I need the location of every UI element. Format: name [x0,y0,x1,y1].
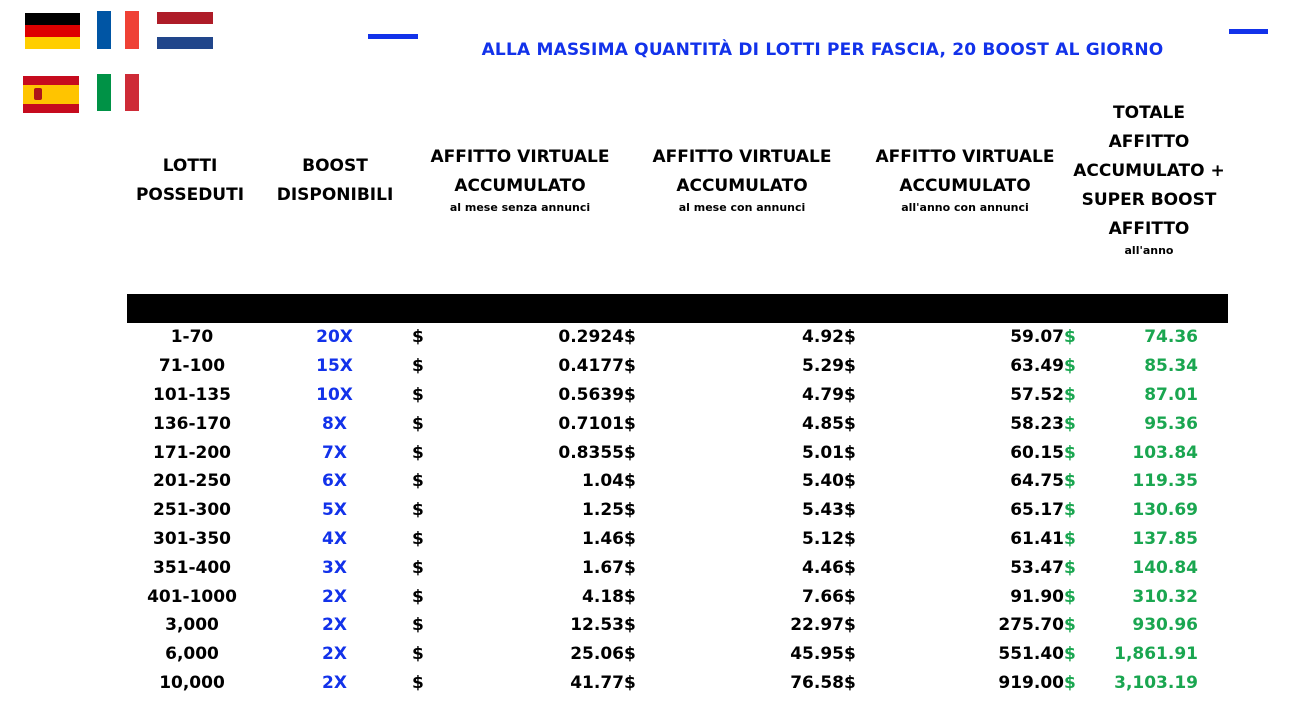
cell-boost: 8X [322,413,347,434]
cell-lotti: 301-350 [152,528,232,549]
cell-currency: $ [844,528,856,549]
cell-currency: $ [1064,615,1076,636]
cell-lotti: 101-135 [152,384,232,405]
table-row [127,611,1198,640]
cell-lotti: 71-100 [158,356,226,377]
cell-currency: $ [624,471,636,492]
italy-flag-band [125,74,139,111]
france-flag-band [125,11,139,49]
cell-affitto-mese-annunci: 5.40 [802,471,844,492]
cell-affitto-anno: 61.41 [1010,528,1064,549]
spain-flag-band [23,104,79,113]
cell-boost: 2X [322,644,347,665]
cell-affitto-mese: 0.4177 [558,356,624,377]
cell-currency: $ [412,442,424,463]
cell-totale: 137.85 [1132,528,1198,549]
cell-affitto-mese-annunci: 7.66 [802,586,844,607]
header-lotti [130,152,250,210]
cell-totale: 74.36 [1144,327,1198,348]
table-row [127,352,1198,381]
france-flag-band [111,11,125,49]
cell-lotti: 136-170 [152,413,232,434]
cell-lotti: 401-1000 [147,586,237,607]
germany-flag[interactable] [25,13,80,49]
cell-affitto-anno: 919.00 [998,672,1064,693]
cell-affitto-mese: 1.67 [582,557,624,578]
cell-currency: $ [412,500,424,521]
cell-affitto-mese-annunci: 4.46 [802,557,844,578]
cell-affitto-mese-annunci: 5.29 [802,356,844,377]
cell-currency: $ [1064,672,1076,693]
table-row [127,640,1198,669]
header-totale-sub: all'anno [1124,244,1174,257]
cell-currency: $ [1064,356,1076,377]
cell-currency: $ [844,500,856,521]
cell-currency: $ [844,557,856,578]
cell-currency: $ [844,471,856,492]
cell-lotti: 351-400 [152,557,232,578]
spain-coat-of-arms-icon [34,88,42,100]
header-totale [1070,99,1228,257]
header-affitto-anno-sub: all'anno con annunci [901,201,1029,214]
spain-flag-band [23,85,79,104]
cell-totale: 930.96 [1132,615,1198,636]
cell-currency: $ [412,644,424,665]
cell-currency: $ [1064,442,1076,463]
cell-totale: 85.34 [1144,356,1198,377]
cell-affitto-anno: 551.40 [998,644,1064,665]
netherlands-flag-band [157,24,213,36]
cell-boost: 15X [316,356,353,377]
cell-currency: $ [624,384,636,405]
cell-affitto-mese-annunci: 4.85 [802,413,844,434]
data-table [127,323,1198,697]
cell-totale: 95.36 [1144,413,1198,434]
cell-totale: 87.01 [1144,384,1198,405]
table-row [127,553,1198,582]
header-boost-label: BOOST DISPONIBILI [276,156,394,205]
header-affitto-mese-annunci-sub: al mese con annunci [678,201,806,214]
cell-currency: $ [1064,586,1076,607]
cell-currency: $ [844,384,856,405]
cell-affitto-mese: 4.18 [582,586,624,607]
cell-totale: 103.84 [1132,442,1198,463]
cell-boost: 7X [322,442,347,463]
cell-affitto-mese: 25.06 [570,644,624,665]
cell-currency: $ [412,672,424,693]
cell-affitto-anno: 59.07 [1010,327,1064,348]
cell-totale: 119.35 [1132,471,1198,492]
header-affitto-mese-annunci [647,143,837,214]
cell-currency: $ [1064,471,1076,492]
cell-affitto-mese: 1.25 [582,500,624,521]
cell-totale: 310.32 [1132,586,1198,607]
cell-affitto-anno: 65.17 [1010,500,1064,521]
cell-affitto-anno: 60.15 [1010,442,1064,463]
cell-currency: $ [844,327,856,348]
cell-currency: $ [412,528,424,549]
header-totale-label: TOTALE AFFITTO ACCUMULATO + SUPER BOOST AFFITTO [1073,103,1225,239]
cell-affitto-mese: 41.77 [570,672,624,693]
cell-lotti: 1-70 [170,327,214,348]
cell-boost: 20X [316,327,353,348]
table-row [127,496,1198,525]
cell-currency: $ [412,557,424,578]
cell-currency: $ [1064,327,1076,348]
cell-affitto-anno: 275.70 [998,615,1064,636]
cell-currency: $ [844,442,856,463]
header-affitto-mese-label: AFFITTO VIRTUALE ACCUMULATO [430,147,610,196]
header-divider-bar [127,294,1228,323]
cell-boost: 10X [316,384,353,405]
cell-currency: $ [412,471,424,492]
cell-affitto-mese: 12.53 [570,615,624,636]
cell-affitto-anno: 64.75 [1010,471,1064,492]
header-lotti-label: LOTTI POSSEDUTI [135,156,245,205]
cell-currency: $ [1064,528,1076,549]
table-row [127,467,1198,496]
italy-flag-band [97,74,111,111]
cell-currency: $ [624,557,636,578]
cell-currency: $ [844,586,856,607]
table-row [127,582,1198,611]
cell-currency: $ [844,615,856,636]
cell-affitto-mese-annunci: 4.92 [802,327,844,348]
cell-affitto-mese-annunci: 5.12 [802,528,844,549]
cell-affitto-mese-annunci: 5.01 [802,442,844,463]
cell-currency: $ [624,615,636,636]
cell-boost: 2X [322,586,347,607]
header-affitto-anno [870,143,1060,214]
cell-affitto-anno: 57.52 [1010,384,1064,405]
cell-affitto-mese-annunci: 5.43 [802,500,844,521]
cell-boost: 4X [322,528,347,549]
cell-totale: 1,861.91 [1114,644,1198,665]
cell-affitto-mese: 0.5639 [558,384,624,405]
cell-affitto-mese: 0.2924 [558,327,624,348]
cell-currency: $ [844,644,856,665]
cell-currency: $ [624,586,636,607]
header-affitto-mese [425,143,615,214]
cell-currency: $ [1064,500,1076,521]
cell-currency: $ [624,672,636,693]
cell-currency: $ [1064,413,1076,434]
spain-flag-band [23,76,79,85]
header-affitto-mese-sub: al mese senza annunci [449,201,591,214]
cell-lotti: 10,000 [159,672,225,693]
cell-lotti: 6,000 [165,644,219,665]
cell-boost: 6X [322,471,347,492]
page-title: ALLA MASSIMA QUANTITÀ DI LOTTI PER FASCIA, 20 BOOST AL GIORNO [481,40,1164,60]
cell-affitto-mese: 0.7101 [558,413,624,434]
cell-currency: $ [624,327,636,348]
cell-currency: $ [624,413,636,434]
cell-currency: $ [1064,557,1076,578]
cell-affitto-anno: 91.90 [1010,586,1064,607]
header-affitto-mese-annunci-label: AFFITTO VIRTUALE ACCUMULATO [652,147,832,196]
cell-affitto-anno: 58.23 [1010,413,1064,434]
decorative-bar-left [368,34,418,39]
cell-boost: 5X [322,500,347,521]
netherlands-flag-band [157,12,213,24]
germany-flag-band [25,25,80,37]
cell-boost: 2X [322,615,347,636]
italy-flag-band [111,74,125,111]
cell-lotti: 201-250 [152,471,232,492]
cell-currency: $ [844,413,856,434]
cell-lotti: 171-200 [152,442,232,463]
cell-totale: 130.69 [1132,500,1198,521]
cell-currency: $ [412,356,424,377]
cell-lotti: 251-300 [152,500,232,521]
cell-currency: $ [624,442,636,463]
cell-affitto-mese-annunci: 22.97 [790,615,844,636]
germany-flag-band [25,13,80,25]
cell-affitto-mese-annunci: 45.95 [790,644,844,665]
table-row [127,381,1198,410]
cell-currency: $ [844,672,856,693]
table-row [127,525,1198,554]
cell-currency: $ [624,528,636,549]
cell-affitto-mese-annunci: 4.79 [802,384,844,405]
header-affitto-anno-label: AFFITTO VIRTUALE ACCUMULATO [875,147,1055,196]
cell-currency: $ [412,586,424,607]
cell-affitto-anno: 63.49 [1010,356,1064,377]
cell-lotti: 3,000 [165,615,219,636]
netherlands-flag[interactable] [157,12,213,49]
table-row [127,669,1198,698]
spain-flag[interactable] [23,76,79,113]
table-row [127,323,1198,352]
cell-currency: $ [624,356,636,377]
cell-totale: 140.84 [1132,557,1198,578]
cell-affitto-mese: 0.8355 [558,442,624,463]
cell-affitto-mese: 1.46 [582,528,624,549]
italy-flag[interactable] [97,74,139,111]
header-boost [270,152,400,210]
cell-affitto-mese: 1.04 [582,471,624,492]
france-flag[interactable] [97,11,139,49]
cell-currency: $ [1064,644,1076,665]
germany-flag-band [25,37,80,49]
cell-currency: $ [412,327,424,348]
cell-currency: $ [624,500,636,521]
cell-currency: $ [624,644,636,665]
cell-currency: $ [844,356,856,377]
cell-currency: $ [412,384,424,405]
cell-boost: 3X [322,557,347,578]
cell-currency: $ [412,413,424,434]
cell-totale: 3,103.19 [1114,672,1198,693]
cell-affitto-anno: 53.47 [1010,557,1064,578]
cell-affitto-mese-annunci: 76.58 [790,672,844,693]
decorative-bar-right [1229,29,1268,34]
netherlands-flag-band [157,37,213,49]
table-row [127,438,1198,467]
france-flag-band [97,11,111,49]
cell-currency: $ [412,615,424,636]
cell-boost: 2X [322,672,347,693]
cell-currency: $ [1064,384,1076,405]
table-row [127,409,1198,438]
